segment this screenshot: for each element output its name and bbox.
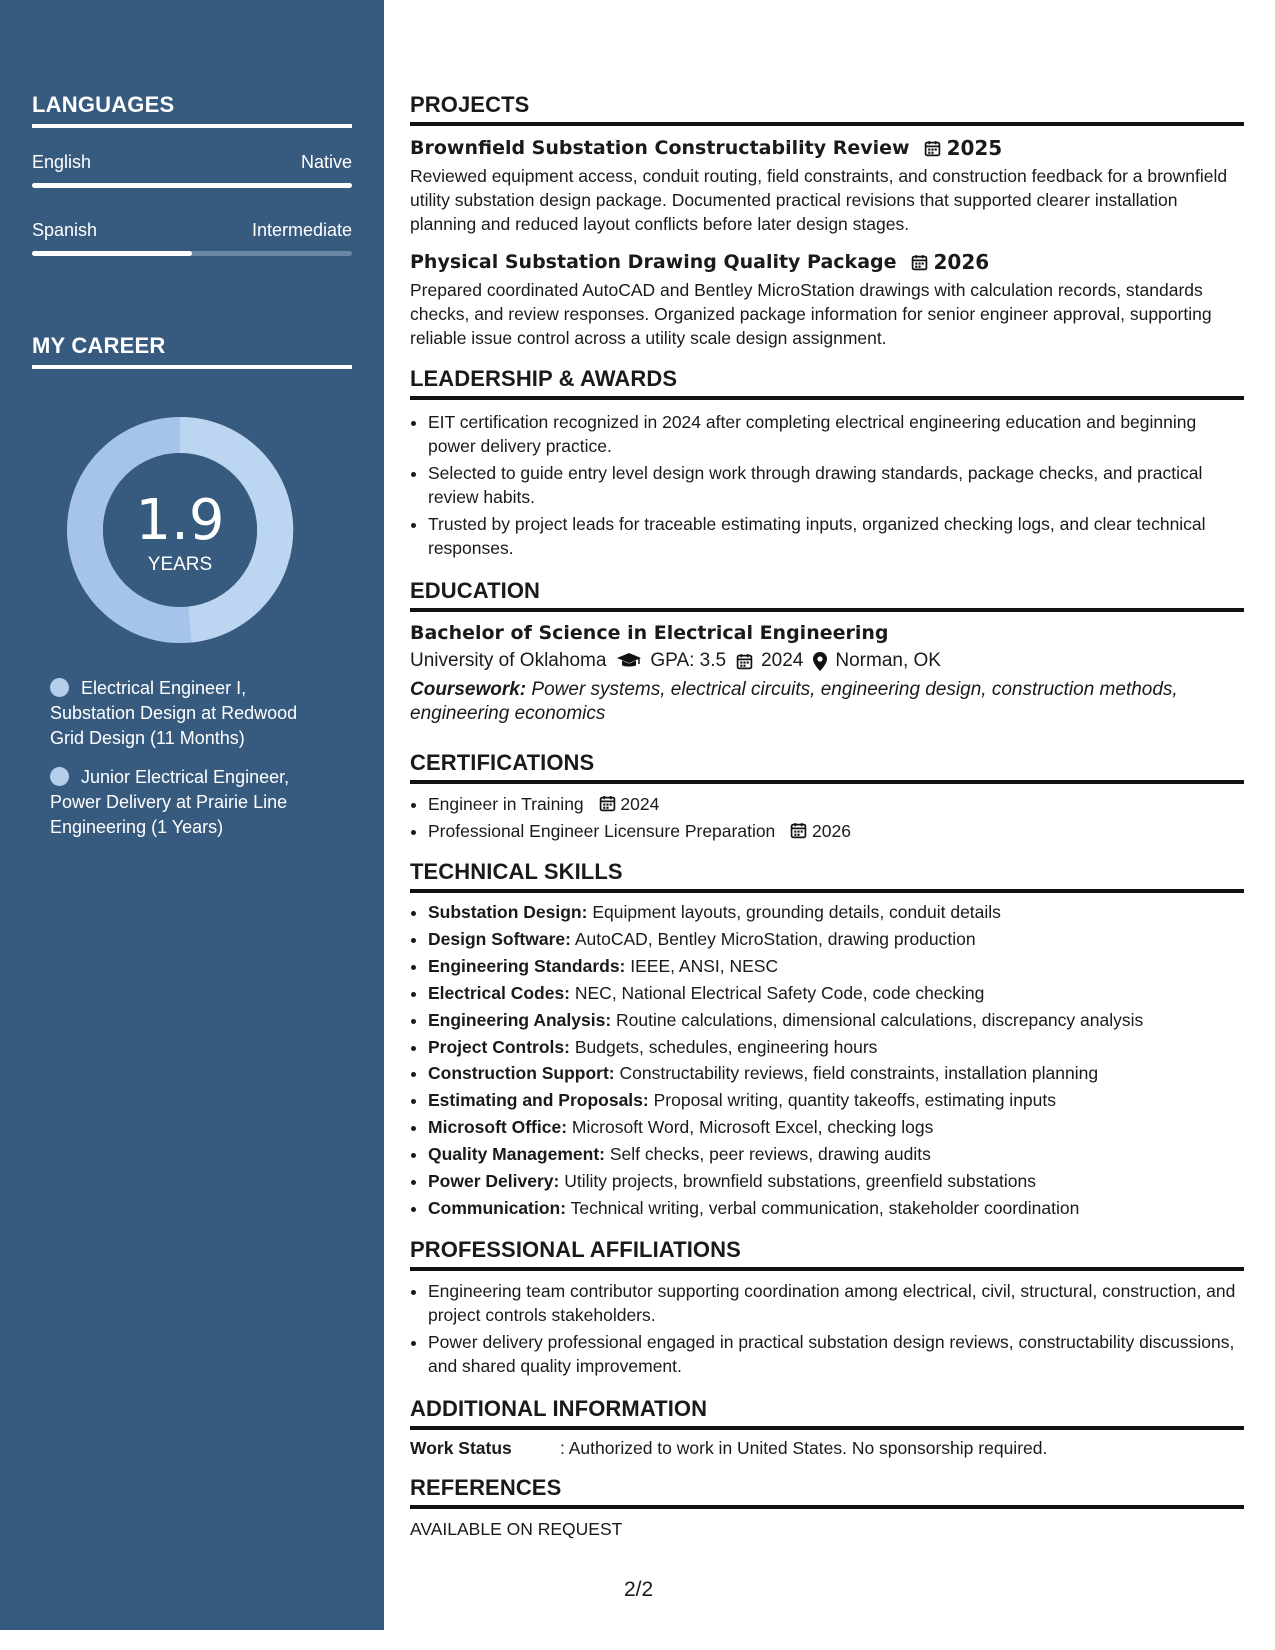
career-list: [50, 676, 320, 854]
main-content: [410, 92, 1244, 1540]
skill-label: Design Software:: [428, 928, 571, 949]
affiliation-item: • Power delivery professional engaged in practical substation design reviews, constructability discussions, and shared quality improvement.: [428, 1330, 1244, 1378]
skills-heading: TECHNICAL SKILLS: [410, 859, 1244, 893]
skill-item: [428, 1089, 1244, 1113]
references-text: AVAILABLE ON REQUEST: [410, 1518, 623, 1539]
language-name: English: [32, 152, 92, 172]
leadership-section: [410, 366, 1244, 560]
education-details: [410, 650, 1244, 672]
education-gpa: GPA: 3.5: [650, 650, 727, 671]
certification-name: Engineer in Training: [428, 794, 584, 814]
project-item: [410, 250, 1244, 350]
additional-section: [410, 1396, 1244, 1459]
project-title: Physical Substation Drawing Quality Package: [410, 251, 897, 273]
skill-value: Equipment layouts, grounding details, conduit details: [592, 902, 1001, 922]
career-item-text: Junior Electrical Engineer, Power Delivery at Prairie Line Engineering (1 Years): [50, 767, 290, 837]
skill-value: Self checks, peer reviews, drawing audits: [609, 1144, 931, 1165]
career-unit: YEARS: [147, 554, 213, 575]
skill-item: [428, 955, 1244, 979]
affiliations-heading: PROFESSIONAL AFFILIATIONS: [410, 1237, 1244, 1271]
certifications-heading: CERTIFICATIONS: [410, 750, 1244, 784]
skill-value: Proposal writing, quantity takeoffs, estimating inputs: [653, 1090, 1056, 1111]
references-heading: REFERENCES: [410, 1475, 1244, 1509]
affiliation-item: • Engineering team contributor supporting coordination among electrical, civil, structural, construction, and project controls stakeholders.: [428, 1279, 1244, 1327]
project-title: Brownfield Substation Constructability Review: [410, 137, 910, 159]
leadership-item: • EIT certification recognized in 2024 after completing electrical engineering education and beginning power delivery practice.: [428, 410, 1244, 458]
languages-section: [32, 92, 352, 256]
education-degree: Bachelor of Science in Electrical Engineering: [410, 622, 889, 644]
skill-item: [428, 1062, 1244, 1086]
skill-value: IEEE, ANSI, NESC: [630, 955, 779, 976]
location-pin-icon: [813, 652, 827, 671]
skill-label: Engineering Standards:: [428, 955, 626, 976]
certification-year: 2024: [620, 794, 660, 814]
projects-heading: PROJECTS: [410, 92, 1244, 126]
certification-year: 2026: [812, 821, 851, 841]
coursework-label: Coursework:: [410, 679, 527, 700]
skill-value: AutoCAD, Bentley MicroStation, drawing production: [574, 928, 976, 949]
skill-item: [428, 1036, 1244, 1060]
education-heading: EDUCATION: [410, 578, 1244, 612]
skills-section: [410, 859, 1244, 1221]
work-status-row: [410, 1438, 1244, 1459]
education-location: Norman, OK: [835, 650, 941, 671]
skill-label: Communication:: [428, 1197, 567, 1218]
calendar-icon: [599, 795, 616, 812]
skill-value: Technical writing, verbal communication, stakeholder coordination: [570, 1197, 1080, 1218]
skill-value: Budgets, schedules, engineering hours: [574, 1036, 878, 1057]
career-item-text: Electrical Engineer I, Substation Design at Redwood Grid Design (11 Months): [50, 678, 298, 748]
skill-value: Constructability reviews, field constraints, installation planning: [619, 1063, 1099, 1084]
skill-item: [428, 901, 1244, 925]
bullet-dot-icon: [50, 767, 69, 786]
language-name: Spanish: [32, 220, 98, 240]
calendar-icon: [790, 822, 807, 839]
career-donut: [66, 416, 294, 644]
skill-item: [428, 1009, 1244, 1033]
career-item: [50, 765, 320, 840]
language-bar: [32, 251, 352, 256]
languages-heading: LANGUAGES: [32, 92, 352, 128]
skill-label: Power Delivery:: [428, 1171, 560, 1192]
skill-item: [428, 1197, 1244, 1221]
language-bar: [32, 183, 352, 188]
skill-label: Substation Design:: [428, 902, 588, 922]
calendar-icon: [911, 254, 928, 271]
coursework-text: Power systems, electrical circuits, engineering design, construction methods, engineering economics: [410, 679, 1178, 724]
language-level: Intermediate: [251, 220, 352, 240]
skill-label: Construction Support:: [428, 1063, 615, 1084]
work-status-value: : Authorized to work in United States. No sponsorship required.: [560, 1437, 1048, 1458]
sidebar: [0, 0, 384, 1630]
project-year: 2026: [933, 250, 990, 274]
project-year: 2025: [946, 136, 1003, 160]
certification-name: Professional Engineer Licensure Preparation: [428, 821, 776, 841]
language-level: Native: [300, 152, 352, 172]
skill-item: [428, 928, 1244, 952]
additional-heading: ADDITIONAL INFORMATION: [410, 1396, 1244, 1430]
skill-item: [428, 1116, 1244, 1140]
bullet-dot-icon: [50, 678, 69, 697]
skill-value: Microsoft Word, Microsoft Excel, checking logs: [571, 1117, 934, 1138]
page-number: 2/2: [624, 1578, 654, 1601]
skill-value: Routine calculations, dimensional calculations, discrepancy analysis: [616, 1009, 1144, 1030]
project-description: Prepared coordinated AutoCAD and Bentley MicroStation drawings with calculation records, standards checks, and review responses. Organized package information for senior engineer approval, supporting reliable issue control across a utility scale design assignment.: [410, 280, 1212, 348]
project-item: [410, 136, 1244, 236]
leadership-item: • Selected to guide entry level design work through drawing standards, package checks, and practical review habits.: [428, 461, 1244, 509]
skill-value: Utility projects, brownfield substations, greenfield substations: [564, 1171, 1036, 1192]
affiliations-section: [410, 1237, 1244, 1378]
language-bar-fill: [32, 183, 352, 188]
certification-item: [428, 819, 1244, 843]
language-item: [32, 152, 352, 188]
certifications-section: [410, 750, 1244, 843]
skill-label: Engineering Analysis:: [428, 1009, 612, 1030]
career-section: [32, 333, 352, 369]
project-description: Reviewed equipment access, conduit routing, field constraints, and construction feedback for a brownfield utility substation design package. Documented practical revisions that supported clearer installation planning and reduced layout conflicts before later design stages.: [410, 166, 1228, 234]
education-year: 2024: [761, 650, 804, 671]
calendar-icon: [924, 140, 941, 157]
career-heading: MY CAREER: [32, 333, 352, 369]
language-bar-fill: [32, 251, 192, 256]
skill-item: [428, 1143, 1244, 1167]
skill-label: Microsoft Office:: [428, 1117, 568, 1138]
skill-label: Electrical Codes:: [428, 982, 570, 1003]
education-coursework: [410, 678, 1244, 726]
education-section: [410, 578, 1244, 726]
skill-value: NEC, National Electrical Safety Code, code checking: [574, 982, 985, 1003]
skill-item: [428, 1170, 1244, 1194]
skill-label: Quality Management:: [428, 1144, 605, 1165]
leadership-heading: LEADERSHIP & AWARDS: [410, 366, 1244, 400]
graduation-cap-icon: [616, 652, 642, 670]
leadership-item: • Trusted by project leads for traceable estimating inputs, organized checking logs, and clear technical responses.: [428, 512, 1244, 560]
skill-label: Estimating and Proposals:: [428, 1090, 649, 1111]
career-item: [50, 676, 320, 751]
references-section: [410, 1475, 1244, 1540]
calendar-icon: [736, 653, 753, 670]
language-item: [32, 220, 352, 256]
work-status-label: Work Status: [410, 1437, 512, 1458]
skill-item: [428, 982, 1244, 1006]
projects-section: [410, 92, 1244, 350]
skill-label: Project Controls:: [428, 1036, 570, 1057]
career-years: 1.9: [135, 488, 225, 553]
education-school: University of Oklahoma: [410, 650, 607, 671]
certification-item: [428, 792, 1244, 816]
